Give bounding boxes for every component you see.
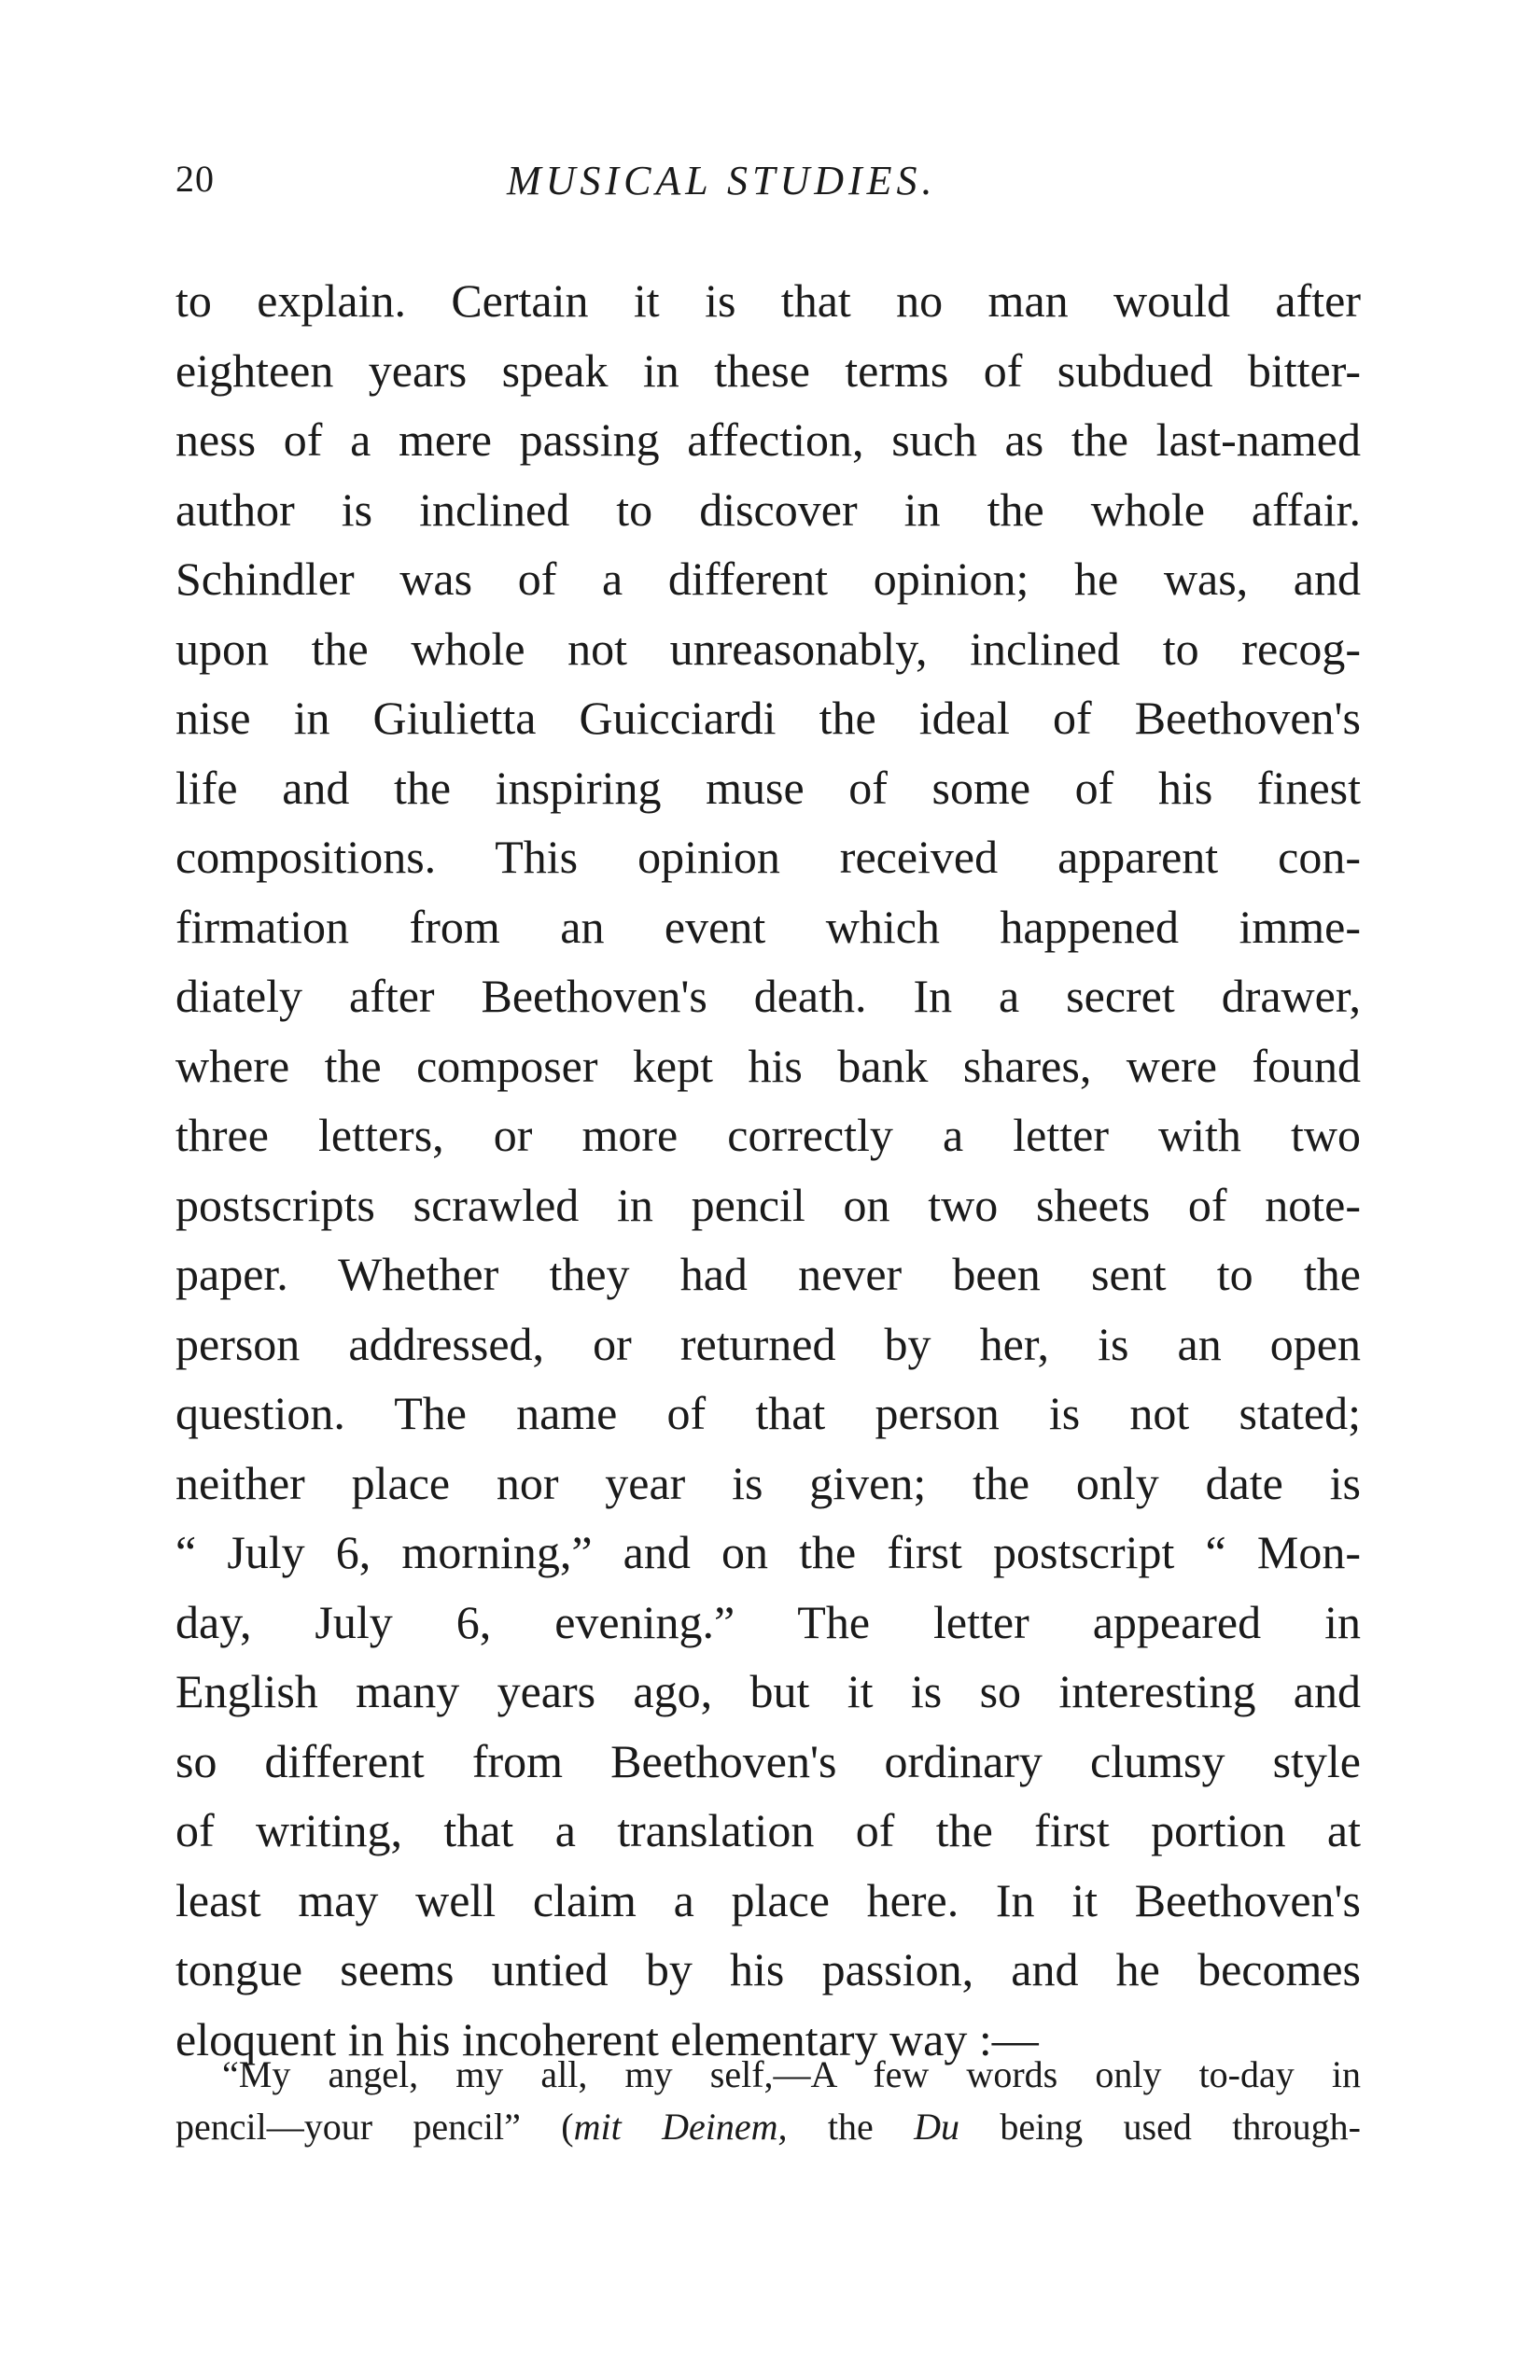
- text-line: compositions. This opinion received apparent con-: [175, 831, 1361, 883]
- text-line: diately after Beethoven's death. In a secret drawer,: [175, 970, 1361, 1022]
- text-line: of writing, that a translation of the first portion at: [175, 1804, 1361, 1856]
- quote-text: being used through-: [959, 2106, 1361, 2148]
- quote-italic-text: Du: [914, 2106, 959, 2148]
- text-line: firmation from an event which happened imme-: [175, 900, 1361, 953]
- quote-italic-text: mit Deinem,: [573, 2106, 788, 2148]
- text-line: question. The name of that person is not stated;: [175, 1387, 1361, 1439]
- text-line: life and the inspiring muse of some of his finest: [175, 761, 1361, 814]
- text-line: day, July 6, evening.” The letter appeared in: [175, 1595, 1361, 1648]
- page-header: [175, 157, 1361, 213]
- text-line: person addressed, or returned by her, is an open: [175, 1317, 1361, 1370]
- text-line: where the composer kept his bank shares, were found: [175, 1039, 1361, 1092]
- text-line: tongue seems untied by his passion, and he becomes: [175, 1943, 1361, 1995]
- text-line: so different from Beethoven's ordinary clumsy style: [175, 1734, 1361, 1787]
- page-number: 20: [175, 158, 215, 200]
- text-line: least may well claim a place here. In it Beethoven's: [175, 1873, 1361, 1926]
- text-line: author is inclined to discover in the whole affair.: [175, 483, 1361, 536]
- running-head: MUSICAL STUDIES.: [507, 158, 937, 203]
- text-line: eighteen years speak in these terms of subdued bitter-: [175, 343, 1361, 397]
- quote-line: [175, 2101, 1361, 2153]
- text-line: upon the whole not unreasonably, inclined to recog-: [175, 622, 1361, 675]
- text-line: eloquent in his incoherent elementary way :—: [175, 2012, 1039, 2065]
- letter-quotation: [175, 2049, 1361, 2153]
- text-line: neither place nor year is given; the only date is: [175, 1456, 1361, 1509]
- text-line: ness of a mere passing affection, such as the last-named: [175, 413, 1361, 466]
- text-line: English many years ago, but it is so interesting and: [175, 1665, 1361, 1717]
- quote-text: the: [787, 2106, 915, 2148]
- text-line: postscripts scrawled in pencil on two sheets of note-: [175, 1178, 1361, 1231]
- text-line: “ July 6, morning,” and on the first postscript “ Mon-: [175, 1526, 1361, 1578]
- text-line: paper. Whether they had never been sent to the: [175, 1248, 1361, 1300]
- quote-text: pencil—your pencil” (: [175, 2106, 574, 2148]
- text-line: Schindler was of a different opinion; he was, and: [175, 553, 1361, 605]
- body-paragraph: [175, 266, 1361, 2074]
- text-line: three letters, or more correctly a letter with two: [175, 1109, 1361, 1161]
- quote-line: “My angel, my all, my self,—A few words only to-day in: [222, 2053, 1361, 2095]
- text-line: nise in Giulietta Guicciardi the ideal of Beethoven's: [175, 692, 1361, 744]
- text-line: to explain. Certain it is that no man would after: [175, 274, 1361, 327]
